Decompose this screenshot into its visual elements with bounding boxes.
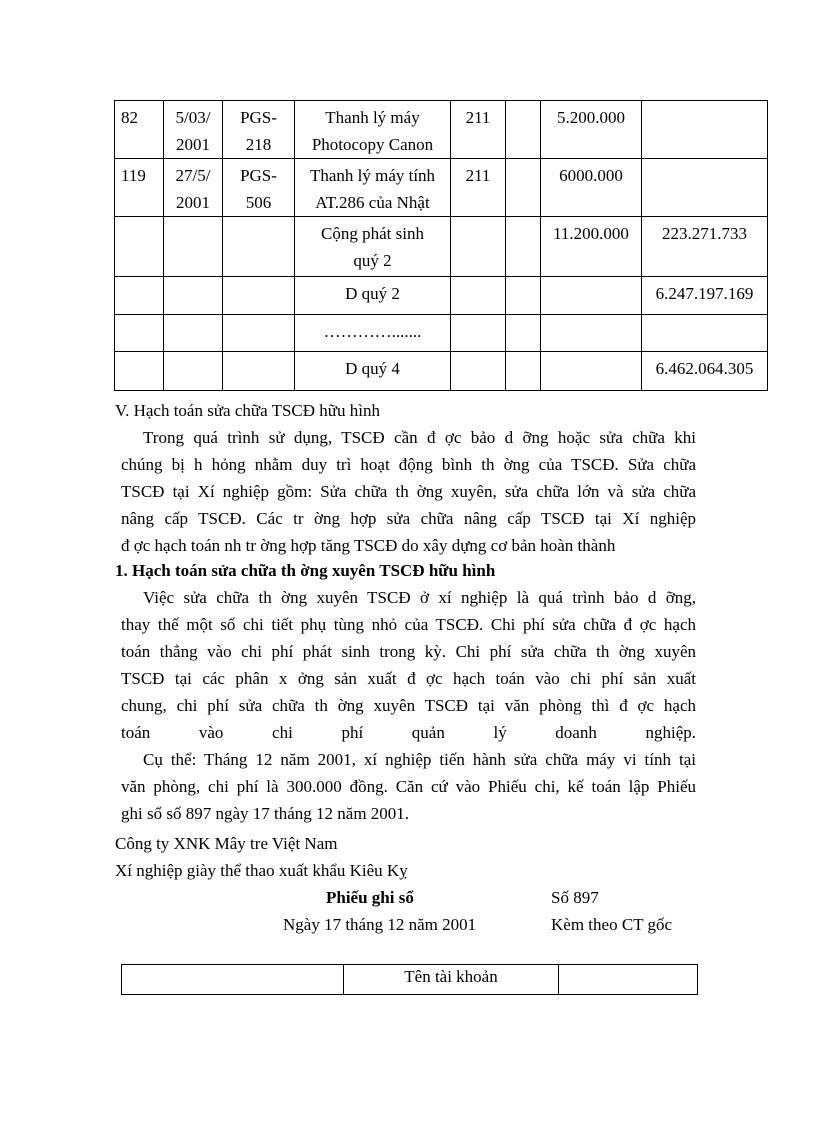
paragraph-line: thay thế một số chi tiết phụ tùng nhỏ của TSCĐ. Chi phí sửa chữa đ ợc hạch (121, 615, 696, 634)
ledger-cell (164, 217, 223, 277)
ledger-cell: 5/03/ 2001 (164, 101, 223, 159)
paragraph-line: nâng cấp TSCĐ. Các tr ờng hợp sửa chữa nâng cấp TSCĐ tại Xí nghiệp (121, 509, 696, 528)
ledger-cell: 6000.000 (541, 159, 642, 217)
account-table-header (122, 965, 698, 995)
ledger-cell: 6.462.064.305 (642, 352, 768, 391)
paragraph-line: ghi sổ số 897 ngày 17 tháng 12 năm 2001. (121, 804, 410, 823)
paragraph-line: chúng bị h hỏng nhằm duy trì hoạt động bình th ờng của TSCĐ. Sửa chữa (121, 455, 696, 474)
voucher-attached: Kèm theo CT gốc (551, 915, 673, 934)
paragraph-line: văn phòng, chi phí là 300.000 đồng. Căn cứ vào Phiếu chi, kế toán lập Phiếu (121, 777, 696, 796)
account-name-header: Tên tài khoản (344, 965, 559, 995)
paragraph-line: Cụ thể: Tháng 12 năm 2001, xí nghiệp tiến hành sửa chữa máy vi tính tại (143, 750, 696, 769)
ledger-row (115, 277, 768, 315)
ledger-cell (451, 217, 506, 277)
ledger-cell (223, 315, 295, 352)
paragraph-line: Việc sửa chữa th ờng xuyên TSCĐ ở xí nghiệp là quá trình bảo d ỡng, (143, 588, 696, 607)
account-table (121, 964, 698, 995)
ledger-row (115, 101, 768, 159)
ledger-cell: 223.271.733 (642, 217, 768, 277)
paragraph-line: TSCĐ tại các phân x ởng sản xuất đ ợc hạch toán vào chi phí sản xuất (121, 669, 696, 688)
ledger-table (114, 100, 768, 391)
ledger-cell: 27/5/ 2001 (164, 159, 223, 217)
ledger-cell (451, 352, 506, 391)
paragraph-line: TSCĐ tại Xí nghiệp gồm: Sửa chữa th ờng xuyên, sửa chữa lớn và sửa chữa (121, 482, 696, 501)
account-cell (559, 965, 698, 995)
paragraph-line: đ ợc hạch toán nh tr ờng hợp tăng TSCĐ do xây dựng cơ bản hoàn thành (121, 536, 616, 555)
ledger-cell (642, 159, 768, 217)
paragraph-line: toán thẳng vào chi phí phát sinh trong kỳ. Chi phí sửa chữa th ờng xuyên (121, 642, 696, 661)
account-cell (122, 965, 344, 995)
ledger-cell: 119 (115, 159, 164, 217)
ledger-cell (115, 217, 164, 277)
ledger-cell: PGS- 506 (223, 159, 295, 217)
ledger-cell: 11.200.000 (541, 217, 642, 277)
ledger-row (115, 315, 768, 352)
ledger-row (115, 352, 768, 391)
ledger-cell (451, 315, 506, 352)
ledger-cell (541, 277, 642, 315)
ledger-cell (506, 352, 541, 391)
ledger-cell: 211 (451, 101, 506, 159)
ledger-cell: …………....... (295, 315, 451, 352)
ledger-cell (642, 315, 768, 352)
voucher-number: Số 897 (551, 888, 599, 907)
ledger-cell (506, 277, 541, 315)
ledger-cell (642, 101, 768, 159)
ledger-cell: 6.247.197.169 (642, 277, 768, 315)
ledger-cell: Cộng phát sinh quý 2 (295, 217, 451, 277)
ledger-cell: 82 (115, 101, 164, 159)
ledger-cell (223, 277, 295, 315)
ledger-cell: D quý 4 (295, 352, 451, 391)
ledger-row (115, 159, 768, 217)
ledger-cell (506, 101, 541, 159)
company-name: Công ty XNK Mây tre Việt Nam (115, 834, 338, 853)
ledger-row (115, 217, 768, 277)
paragraph-line: chung, chi phí sửa chữa th ờng xuyên TSCĐ tại văn phòng thì đ ợc hạch (121, 696, 696, 715)
ledger-cell: Thanh lý máy Photocopy Canon (295, 101, 451, 159)
ledger-cell: 5.200.000 (541, 101, 642, 159)
section-v-title: V. Hạch toán sửa chữa TSCĐ hữu hình (115, 401, 380, 420)
ledger-cell (164, 352, 223, 391)
paragraph-line: Trong quá trình sử dụng, TSCĐ cần đ ợc bảo d ỡng hoặc sửa chữa khi (143, 428, 696, 447)
ledger-cell: Thanh lý máy tính AT.286 của Nhật (295, 159, 451, 217)
ledger-cell (506, 159, 541, 217)
heading-regular-repair: 1. Hạch toán sửa chữa th ờng xuyên TSCĐ hữu hình (115, 561, 496, 580)
ledger-cell (223, 217, 295, 277)
paragraph-line: toán vào chi phí quản lý doanh nghiệp. (121, 723, 696, 742)
ledger-cell (115, 352, 164, 391)
ledger-cell: PGS- 218 (223, 101, 295, 159)
ledger-cell (541, 315, 642, 352)
ledger-cell (541, 352, 642, 391)
ledger-cell (506, 315, 541, 352)
ledger-cell (115, 315, 164, 352)
ledger-cell: 211 (451, 159, 506, 217)
ledger-cell (164, 277, 223, 315)
voucher-date: Ngày 17 tháng 12 năm 2001 (283, 915, 477, 934)
ledger-cell (115, 277, 164, 315)
ledger-cell: D quý 2 (295, 277, 451, 315)
factory-name: Xí nghiệp giày thể thao xuất khẩu Kiêu Kỵ (115, 861, 408, 880)
ledger-cell (223, 352, 295, 391)
voucher-title: Phiếu ghi sổ (326, 888, 414, 907)
ledger-cell (451, 277, 506, 315)
ledger-cell (506, 217, 541, 277)
ledger-cell (164, 315, 223, 352)
